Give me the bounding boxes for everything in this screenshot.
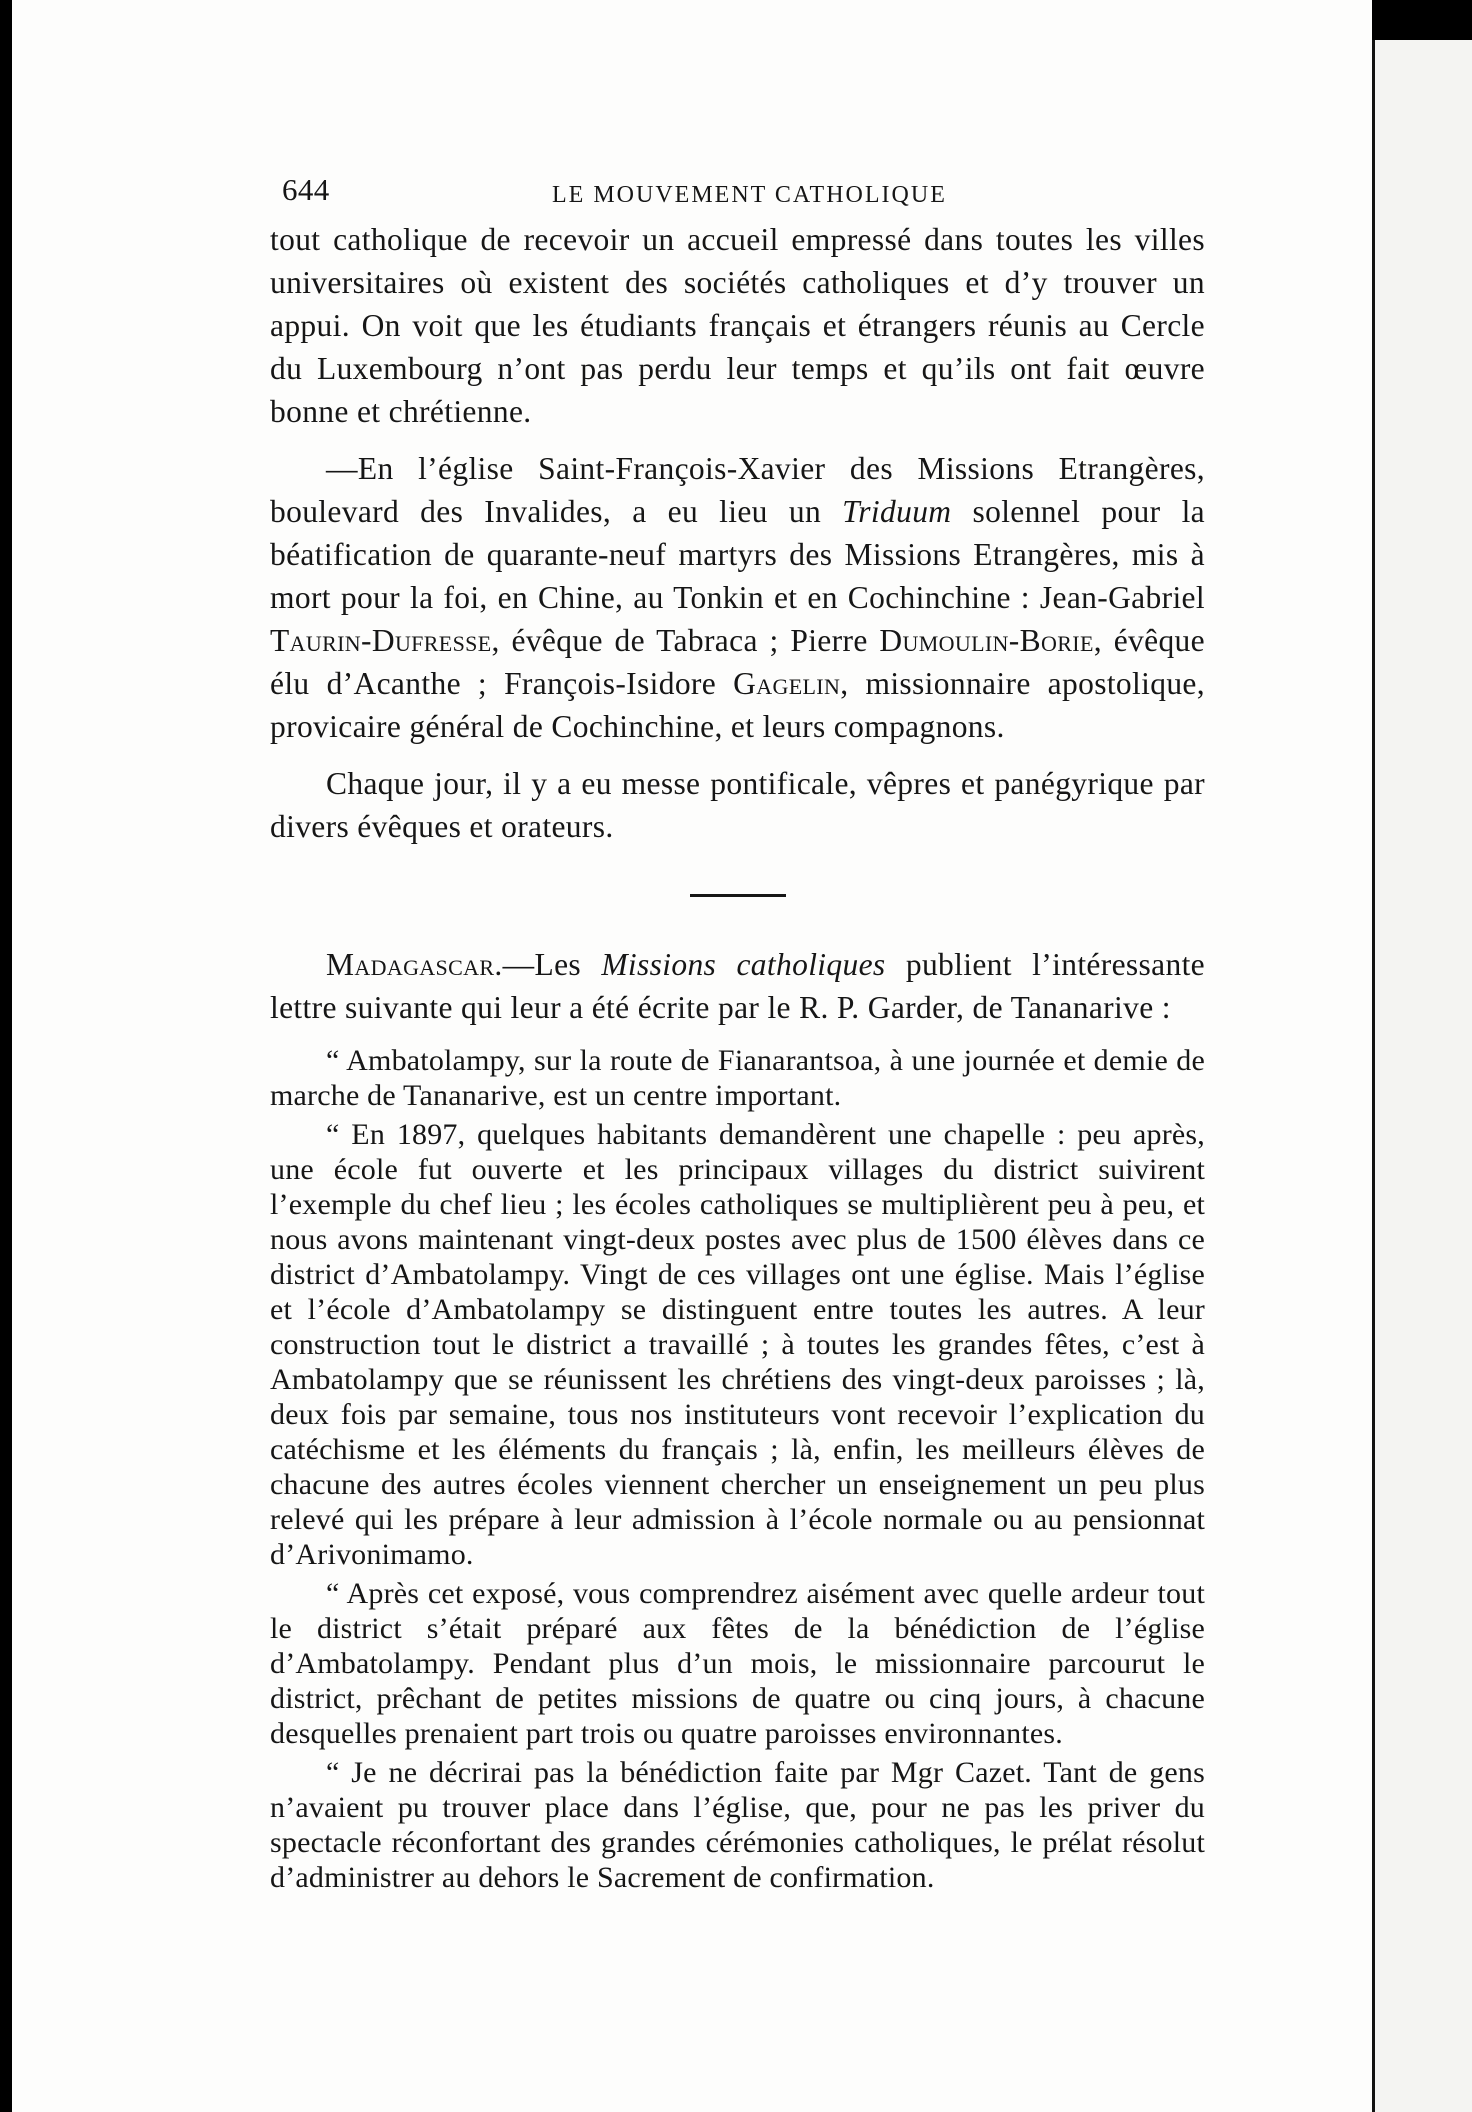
page-number: 644	[282, 172, 330, 207]
martyr-name: Dumoulin-Borie	[879, 623, 1094, 658]
text-run: —Les	[502, 947, 602, 982]
text-run: , évêque de Tabraca ; Pierre	[491, 623, 880, 658]
paragraph-triduum	[270, 447, 1205, 748]
section-separator	[690, 894, 786, 897]
letter-paragraph: “ Après cet exposé, vous comprendrez aisément avec quelle ardeur tout le district s’était préparé aux fêtes de la bénédiction de l’église d’Ambatolampy. Pendant plus d’un mois, le missionnaire parcourut le district, prêchant de petites missions de quatre ou cinq jours, à chacune desquelles prenaient part trois ou quatre paroisses environnantes.	[270, 1577, 1205, 1750]
martyr-name: Taurin-Dufresse	[270, 623, 492, 658]
letter-paragraph: “ Ambatolampy, sur la route de Fianarantsoa, à une journée et demie de marche de Tananarive, est un centre important.	[270, 1044, 1205, 1112]
text-run: publient l’intéressante lettre suivante qui leur a été écrite par le R. P. Garder, de Tananarive :	[270, 947, 1206, 1025]
martyr-name: Gagelin	[733, 666, 841, 701]
text-run: solennel pour la béatification de quarante-neuf martyrs des Missions Etrangères, mis à mort pour la foi, en Chine, au Tonkin et en Cochinchine : Jean-Gabriel	[270, 494, 1205, 615]
italic-title: Missions catholiques	[601, 947, 886, 982]
paragraph-continued: tout catholique de recevoir un accueil empressé dans toutes les villes universitaires où existent des sociétés catholiques et d’y trouver un appui. On voit que les étudiants français et étrangers réunis au Cercle du Luxembourg n’ont pas perdu leur temps et qu’ils ont fait œuvre bonne et chrétienne.	[270, 222, 1205, 429]
italic-term: Triduum	[842, 494, 952, 529]
letter-paragraph: “ En 1897, quelques habitants demandèrent une chapelle : peu après, une école fut ouverte et les principaux villages du district suivirent l’exemple du chef lieu ; les écoles catholiques se multiplièrent peu à peu, et nous avons maintenant vingt-deux postes avec plus de 1500 élèves dans ce district d’Ambatolampy. Vingt de ces villages ont une église. Mais l’église et l’école d’Ambatolampy se distinguent entre toutes les autres. A leur construction tout le district a travaillé ; à toutes les grandes fêtes, c’est à Ambatolampy que se réunissent les chrétiens des vingt-deux paroisses ; là, deux fois par semaine, tous nos instituteurs vont recevoir l’explication du catéchisme et les éléments du français ; là, enfin, les meilleurs élèves de chacune des autres écoles viennent chercher un enseignement un peu plus relevé qui les prépare à leur admission à l’école normale ou au pensionnat d’Arivonimamo.	[270, 1118, 1205, 1571]
paragraph-daily-mass: Chaque jour, il y a eu messe pontificale, vêpres et panégyrique par divers évêques et orateurs.	[270, 766, 1205, 844]
facing-page-edge	[1372, 40, 1472, 2112]
text-run: —En l’église Saint-François-Xavier des Missions Etrangères, boulevard des Invalides, a eu lieu un	[270, 451, 1205, 529]
paragraph-madagascar-intro	[270, 943, 1205, 1029]
text-run: , évêque élu d’Acanthe ; François-Isidore	[270, 623, 1205, 701]
page-content	[270, 160, 1205, 1895]
running-title: LE MOUVEMENT CATHOLIQUE	[552, 182, 947, 208]
quoted-letter	[270, 1043, 1205, 1895]
page-header	[270, 160, 1205, 218]
letter-paragraph: “ Je ne décrirai pas la bénédiction faite par Mgr Cazet. Tant de gens n’avaient pu trouver place dans l’église, que, pour ne pas les priver du spectacle réconfortant des grandes cérémonies catholiques, le prélat résolut d’administrer au dehors le Sacrement de confirmation.	[270, 1756, 1205, 1894]
place-heading: Madagascar.	[326, 947, 503, 982]
text-run: , missionnaire apostolique, provicaire général de Cochinchine, et leurs compagnons.	[270, 666, 1205, 744]
